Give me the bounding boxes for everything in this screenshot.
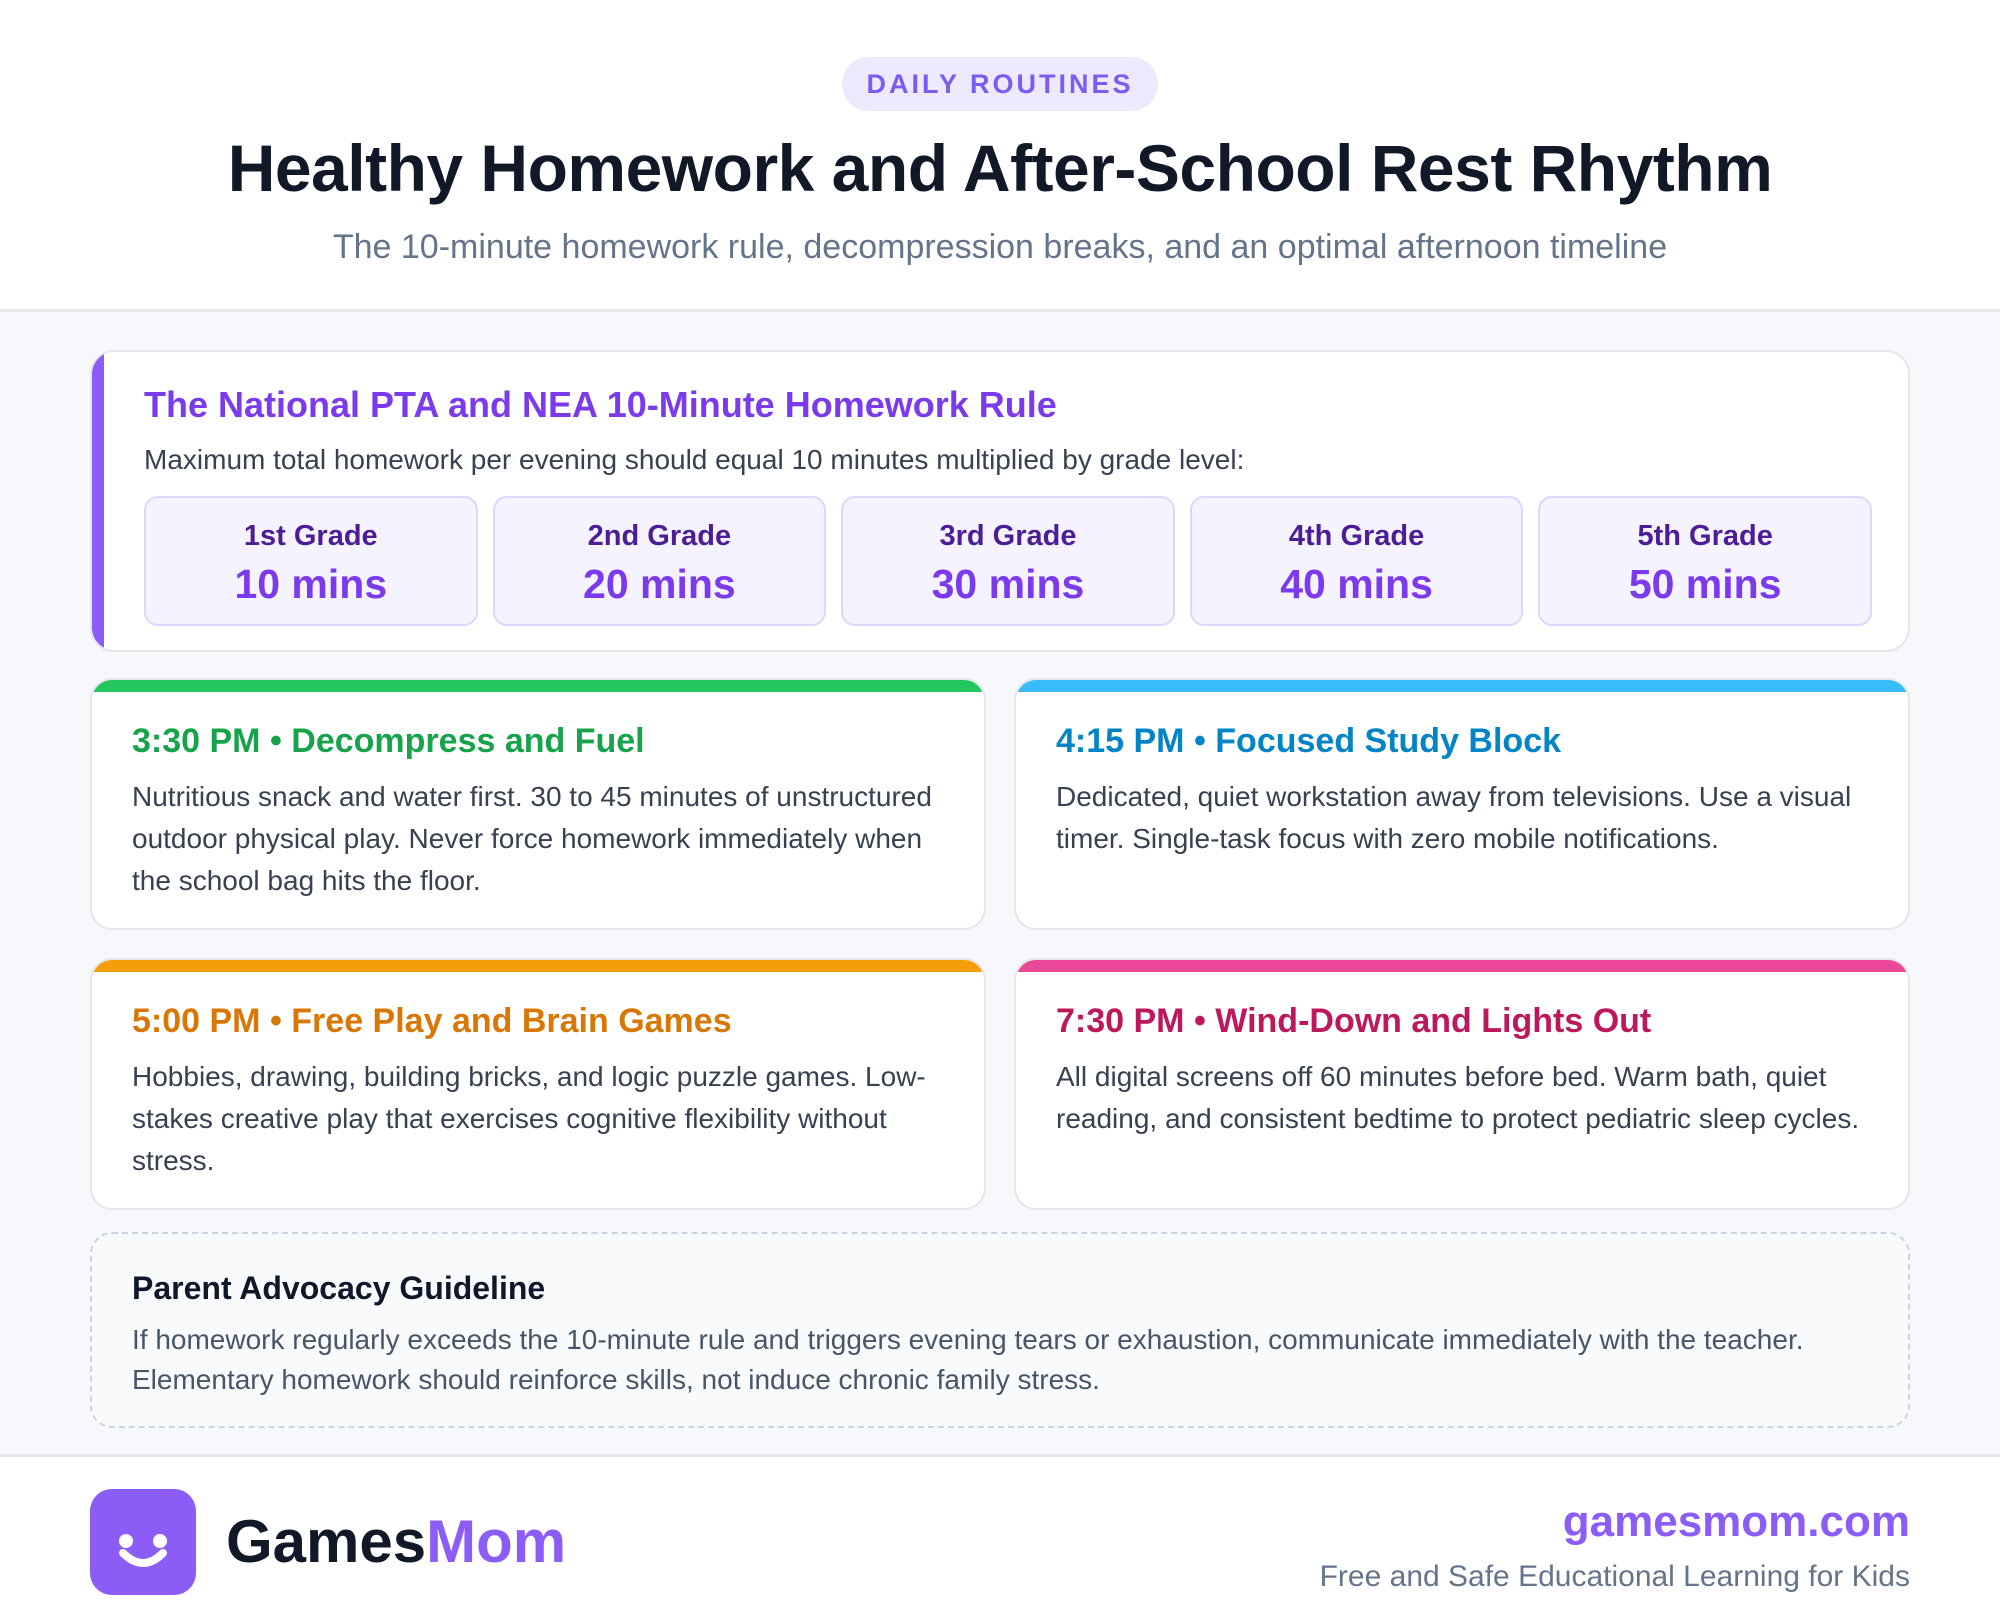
page-title: Healthy Homework and After-School Rest Rhythm: [227, 131, 1773, 205]
card-text: All digital screens off 60 minutes before bed. Warm bath, quiet reading, and consistent bedtime to protect pediatric sleep cycles.: [1056, 1061, 1860, 1134]
timeline-card: [90, 958, 986, 1210]
card-title: 3:30 PM • Decompress and Fuel: [132, 722, 645, 760]
grade-name: 2nd Grade: [587, 520, 732, 552]
brand-logo[interactable]: [90, 1489, 196, 1595]
grade-minutes: 40 mins: [1280, 561, 1433, 607]
grade-list: [144, 496, 1872, 626]
brand-name-part2: Mom: [426, 1508, 567, 1575]
category-pill: DAILY ROUTINES: [842, 57, 1158, 111]
grade-name: 3rd Grade: [939, 520, 1077, 552]
advocacy-title: Parent Advocacy Guideline: [132, 1270, 546, 1306]
card-accent-bar: [92, 680, 984, 692]
grade-name: 1st Grade: [243, 520, 378, 552]
timeline-card: [1014, 678, 1910, 930]
card-accent-bar: [1016, 680, 1908, 692]
grade-box: [1190, 496, 1524, 626]
grade-minutes: 30 mins: [931, 561, 1085, 607]
card-text: Dedicated, quiet workstation away from televisions. Use a visual timer. Single-task focus with zero mobile notifications.: [1056, 781, 1852, 854]
grade-box: [1538, 496, 1872, 626]
grade-minutes: 10 mins: [234, 561, 388, 607]
tagline: Free and Safe Educational Learning for Kids: [1319, 1560, 1910, 1593]
rule-title: The National PTA and NEA 10-Minute Homework Rule: [144, 384, 1057, 425]
advocacy-guideline: [90, 1232, 1910, 1428]
card-accent-bar: [92, 960, 984, 972]
grade-minutes: 50 mins: [1628, 561, 1782, 607]
timeline-card: [90, 678, 986, 930]
header: [0, 0, 2000, 312]
rule-description: Maximum total homework per evening should equal 10 minutes multiplied by grade level:: [144, 444, 1245, 475]
grade-box: [841, 496, 1175, 626]
footer: [0, 1454, 2000, 1624]
timeline-card: [1014, 958, 1910, 1210]
grade-minutes: 20 mins: [583, 561, 736, 607]
card-text: Nutritious snack and water first. 30 to 45 minutes of unstructured outdoor physical play. Never force homework immediately when the school bag hits the floor.: [132, 781, 932, 896]
card-text: Hobbies, drawing, building bricks, and logic puzzle games. Low-stakes creative play that exercises cognitive flexibility without stress.: [132, 1061, 926, 1176]
grade-box: [493, 496, 827, 626]
page-subtitle: The 10-minute homework rule, decompression breaks, and an optimal afternoon timeline: [332, 228, 1668, 266]
grade-name: 5th Grade: [1637, 520, 1773, 552]
brand-name-part1: Games: [226, 1508, 427, 1575]
grade-box: [144, 496, 478, 626]
smile-icon: [90, 1489, 196, 1595]
card-accent-bar: [1016, 960, 1908, 972]
advocacy-text: If homework regularly exceeds the 10-minute rule and triggers evening tears or exhaustion, communicate immediately with the teacher. Elementary homework should reinforce skills, not induce chronic family stress.: [132, 1324, 1804, 1395]
card-title: 4:15 PM • Focused Study Block: [1056, 722, 1562, 760]
card-title: 5:00 PM • Free Play and Brain Games: [132, 1002, 732, 1040]
grade-name: 4th Grade: [1288, 520, 1425, 552]
homework-rule-card: [90, 350, 1910, 652]
brand-name[interactable]: [226, 1507, 566, 1576]
site-link[interactable]: gamesmom.com: [1562, 1497, 1910, 1546]
rule-accent-bar: [92, 352, 104, 650]
card-title: 7:30 PM • Wind-Down and Lights Out: [1056, 1002, 1652, 1040]
